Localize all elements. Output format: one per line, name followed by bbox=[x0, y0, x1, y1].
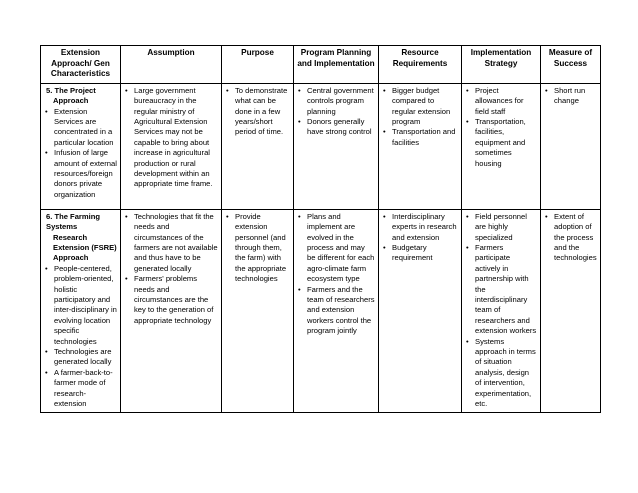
list-item: • Interdisciplinary experts in research and extension bbox=[382, 212, 458, 243]
list-item: • A farmer-back-to-farmer mode of research-extension bbox=[44, 368, 117, 410]
list-item: • Systems approach in terms of situation analysis, design of intervention, experimentation, etc. bbox=[465, 337, 537, 410]
strategy-list bbox=[465, 212, 537, 410]
purpose-cell bbox=[222, 83, 294, 209]
assumption-list bbox=[124, 212, 218, 326]
list-item: • Project allowances for field staff bbox=[465, 86, 537, 117]
strategy-list bbox=[465, 86, 537, 169]
approach-subtitle: Approach bbox=[53, 96, 89, 106]
list-item: • Extent of adoption of the process and the technologies bbox=[544, 212, 597, 264]
list-item: • Bigger budget compared to regular extension program bbox=[382, 86, 458, 128]
list-item: • Provide extension personnel (and through them, the farm) with the appropriate technologies bbox=[225, 212, 290, 285]
success-cell bbox=[541, 209, 601, 412]
resources-list bbox=[382, 212, 458, 264]
approach-title-text: 6. The Farming Systems bbox=[46, 211, 101, 232]
header-purpose: Purpose bbox=[222, 46, 294, 84]
list-item: • Farmers participate actively in partnership with the interdisciplinary team of researchers and extension workers bbox=[465, 243, 537, 337]
approach-cell bbox=[41, 209, 121, 412]
list-item: • Technologies are generated locally bbox=[44, 347, 117, 368]
resources-list bbox=[382, 86, 458, 148]
list-item: • Transportation and facilities bbox=[382, 127, 458, 148]
list-item: • Central government controls program planning bbox=[297, 86, 375, 117]
list-item: • Technologies that fit the needs and circumstances of the farmers are not available and thus have to be generated locally bbox=[124, 212, 218, 274]
approach-title bbox=[46, 212, 117, 264]
planning-list bbox=[297, 86, 375, 138]
list-item: • Plans and implement are evolved in the process and may be different for each agro-climate farm ecosystem type bbox=[297, 212, 375, 285]
planning-cell bbox=[294, 83, 379, 209]
success-list bbox=[544, 86, 597, 107]
extension-approaches-table bbox=[40, 45, 601, 413]
strategy-cell bbox=[462, 209, 541, 412]
resources-cell bbox=[379, 83, 462, 209]
list-item: • People-centered, problem-oriented, holistic participatory and inter-disciplinary in evolving location specific technologies bbox=[44, 264, 117, 347]
planning-cell bbox=[294, 209, 379, 412]
approach-characteristics-list bbox=[44, 107, 117, 201]
header-row bbox=[41, 46, 601, 84]
list-item: • Extension Services are concentrated in a particular location bbox=[44, 107, 117, 149]
approach-title bbox=[46, 86, 117, 107]
list-item: • Large government bureaucracy in the regular ministry of Agricultural Extension Services may not be capable to bring about increase in agricultural production or rural development within an appropriate time frame. bbox=[124, 86, 218, 190]
list-item: • Donors generally have strong control bbox=[297, 117, 375, 138]
approach-subtitle: Research Extension (FSRE) Approach bbox=[53, 232, 117, 263]
list-item: • Budgetary requirement bbox=[382, 243, 458, 264]
header-success: Measure of Success bbox=[541, 46, 601, 84]
planning-list bbox=[297, 212, 375, 337]
purpose-list bbox=[225, 212, 290, 285]
assumption-list bbox=[124, 86, 218, 190]
list-item: • Farmers and the team of researchers and extension workers control the program jointly bbox=[297, 285, 375, 337]
purpose-list bbox=[225, 86, 290, 138]
strategy-cell bbox=[462, 83, 541, 209]
success-cell bbox=[541, 83, 601, 209]
table-row bbox=[41, 209, 601, 412]
header-assumption: Assumption bbox=[121, 46, 222, 84]
table-row bbox=[41, 83, 601, 209]
header-resources: Resource Requirements bbox=[379, 46, 462, 84]
approach-cell bbox=[41, 83, 121, 209]
success-list bbox=[544, 212, 597, 264]
assumption-cell bbox=[121, 209, 222, 412]
list-item: • Infusion of large amount of external resources/foreign donors private organization bbox=[44, 148, 117, 200]
list-item: • Field personnel are highly specialized bbox=[465, 212, 537, 243]
purpose-cell bbox=[222, 209, 294, 412]
list-item: • Short run change bbox=[544, 86, 597, 107]
list-item: • To demonstrate what can be done in a few years/short period of time. bbox=[225, 86, 290, 138]
header-approach: Extension Approach/ Gen Characteristics bbox=[41, 46, 121, 84]
list-item: • Transportation, facilities, equipment and sometimes housing bbox=[465, 117, 537, 169]
resources-cell bbox=[379, 209, 462, 412]
approach-title-text: 5. The Project bbox=[46, 85, 96, 95]
approach-characteristics-list bbox=[44, 264, 117, 410]
header-strategy: Implementation Strategy bbox=[462, 46, 541, 84]
list-item: • Farmers' problems needs and circumstances are the key to the generation of appropriate technology bbox=[124, 274, 218, 326]
header-planning: Program Planning and Implementation bbox=[294, 46, 379, 84]
assumption-cell bbox=[121, 83, 222, 209]
